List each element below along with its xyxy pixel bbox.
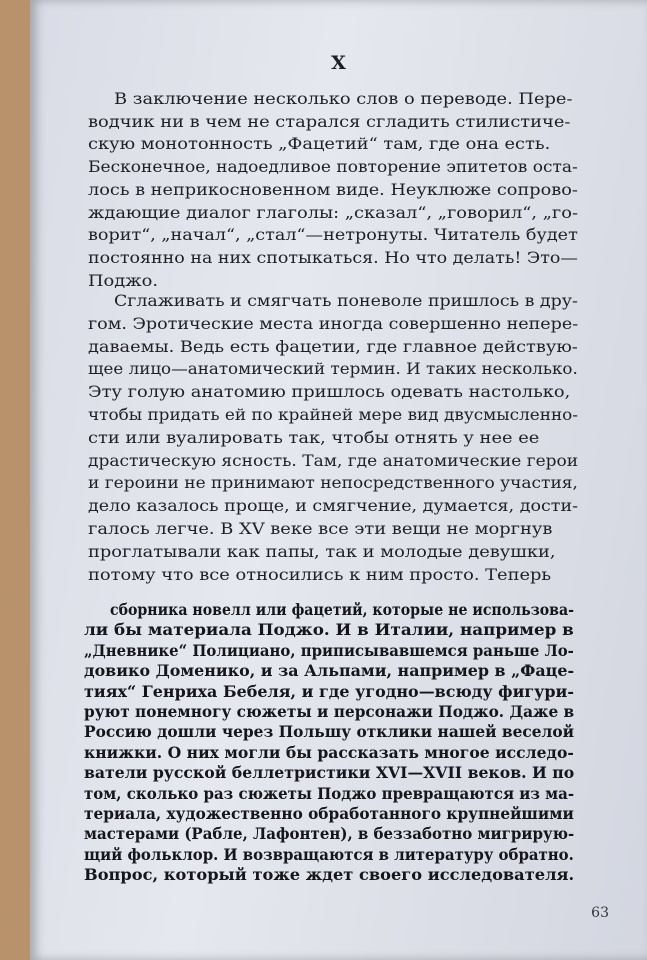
page-number: 63 [591,905,609,921]
text-line: сти или вуалировать так, чтобы отнять у нее ее [88,428,540,447]
text-line: дело казалось проще, и смягчение, думается, дости- [88,497,579,516]
text-line: Эту голую анатомию пришлось одевать настолько, [88,383,571,402]
text-line: Бесконечное, надоедливое повторение эпитетов оста- [88,158,578,177]
text-line: В заключение несколько слов о переводе. Пере- [114,90,573,108]
text-line: том, сколько раз сюжеты Поджо превращаются из ма- [84,783,575,803]
text-line: довико Доменико, и за Альпами, например в „Фаце- [84,661,575,681]
text-line: ватели русской беллетристики XVI—XVII веков. И по [84,763,575,783]
text-line: щее лицо—анатомический термин. И таких несколько. [88,360,578,379]
text-line: скую монотонность „Фацетий“ там, где она есть. [88,135,551,154]
text-line: чтобы придать ей по крайней мере вид двусмысленно- [88,406,579,424]
text-line: руют понемногу сюжеты и персонажи Поджо. Даже в [84,702,575,721]
text-line: щий фольклор. И возвращаются в литературу обратно. [84,844,574,864]
text-line: „Дневнике“ Полициано, приписывавшемся раньше Ло- [84,640,574,660]
text-line: ждающие диалог глаголы: „сказал“, „говорил“, „го- [88,203,578,222]
chapter-heading: X [331,52,346,74]
text-line: тиях“ Генриха Бебеля, и где угодно—всюду фигури- [84,681,574,701]
text-line: Сглаживать и смягчать поневоле пришлось в дру- [114,292,578,310]
text-line: Россию дошли через Польшу отклики нашей веселой [84,722,575,742]
text-line: драстическую ясность. Там, где анатомические герои [88,451,579,470]
text-line: даваемы. Ведь есть фацетии, где главное действую- [88,337,578,356]
text-line: сборника новелл или фацетий, которые не использова- [110,600,574,619]
text-line: Вопрос, который тоже ждет своего исследователя. [84,865,575,885]
text-line: проглатывали как папы, так и молодые девушки, [88,542,556,561]
text-line: постоянно на них спотыкаться. Но что делать! Это— [88,248,578,267]
text-line: и героини не принимают непосредственного участия, [88,474,578,493]
book-page [30,0,647,960]
text-line: ли бы материала Поджо. И в Италии, например в [84,620,574,640]
text-line: лось в неприкосновенном виде. Неуклюже сопрово- [88,180,578,199]
text-line: галось легче. В XV веке все эти вещи не моргнув [88,520,553,538]
text-line: потому что все относились к ним просто. Теперь [88,565,552,584]
text-line: мастерами (Рабле, Лафонтен), в беззаботно мигрирую- [84,824,575,844]
text-line: ворит“, „начал“, „стал“—нетронуты. Читатель будет [88,226,578,245]
text-line: гом. Эротические места иногда совершенно непере- [88,314,579,333]
text-line: Поджо. [88,271,159,290]
text-line: водчик ни в чем не старался сгладить стилистиче- [88,112,571,131]
text-line: териала, художественно обработанного крупнейшими [84,804,574,823]
text-line: книжки. О них могли бы рассказать многое исследо- [84,742,574,762]
